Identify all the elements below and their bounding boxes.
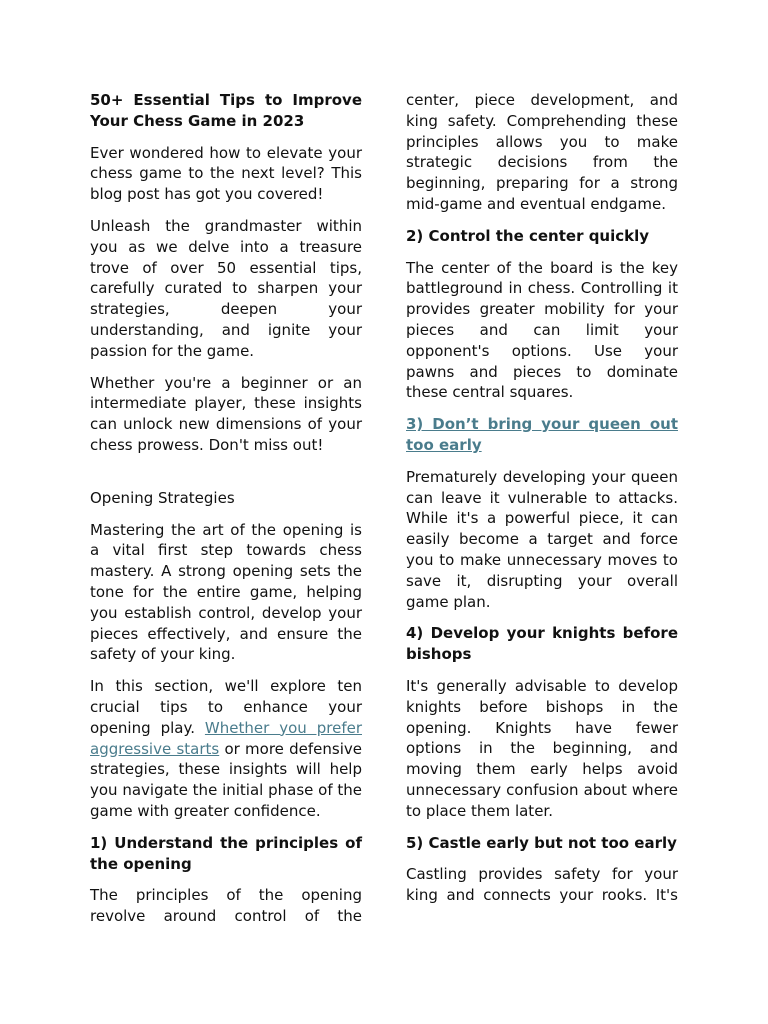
tip-5-heading: 5) Castle early but not too early <box>406 833 677 852</box>
intro-paragraph-1: Ever wondered how to elevate your chess game to the next level? This blog post has got you covered! <box>90 143 362 204</box>
section-heading: Opening Strategies <box>90 488 235 507</box>
opening-paragraph-2 <box>90 676 362 822</box>
opening-text-after-link: or more defensive strategies, these insights will help you navigate the initial phase of the game with greater confidence. <box>90 739 362 820</box>
tip-4-heading: 4) Develop your knights before bishops <box>406 624 678 664</box>
tip-1-body-start: The principles of the opening revolve around control of the <box>90 886 362 926</box>
tip-2-body: The center of the board is the key battleground in chess. Controlling it provides greater mobility for your pieces and can limit your opponent's options. Use your pawns and pieces to dominate these central squares. <box>406 258 678 402</box>
opening-text-before-link: In this section, we'll explore ten crucial tips to enhance your opening play. <box>90 677 362 737</box>
tip-1-body-continued: center, piece development, and king safety. Comprehending these principles allows you to make strategic decisions from the beginning, preparing for a strong mid-game and eventual endgame. <box>406 91 678 213</box>
tip-3-body: Prematurely developing your queen can leave it vulnerable to attacks. While it's a powerful piece, it can easily become a target and force you to make unnecessary moves to save it, disrupting your overall game plan. <box>406 467 678 611</box>
tip-1-heading: 1) Understand the principles of the opening <box>90 833 362 873</box>
intro-paragraph-2: Unleash the grandmaster within you as we delve into a treasure trove of over 50 essential tips, carefully curated to sharpen your strategies, deepen your understanding, and ignite your passion for the game. <box>90 216 362 360</box>
right-column <box>406 90 678 917</box>
tip-5-body: Castling provides safety for your king and connects your rooks. It's <box>406 865 678 905</box>
intro-paragraph-3: Whether you're a beginner or an intermediate player, these insights can unlock new dimensions of your chess prowess. Don't miss out! <box>90 373 362 454</box>
article-title: 50+ Essential Tips to Improve Your Chess Game in 2023 <box>90 91 362 130</box>
opening-paragraph-1: Mastering the art of the opening is a vital first step towards chess mastery. A strong opening sets the tone for the entire game, helping you establish control, develop your pieces effectively, and ensure the safety of your king. <box>90 520 362 664</box>
tip-2-heading: 2) Control the center quickly <box>406 226 650 245</box>
aggressive-starts-link[interactable]: Whether you prefer aggressive starts <box>90 718 362 758</box>
tip-3-heading-link[interactable]: 3) Don’t bring your queen out too early <box>406 415 678 454</box>
tip-4-body: It's generally advisable to develop knights before bishops in the opening. Knights have fewer options in the beginning, and moving them early helps avoid unnecessary confusion about where to place them later. <box>406 676 678 820</box>
left-column <box>90 90 362 938</box>
